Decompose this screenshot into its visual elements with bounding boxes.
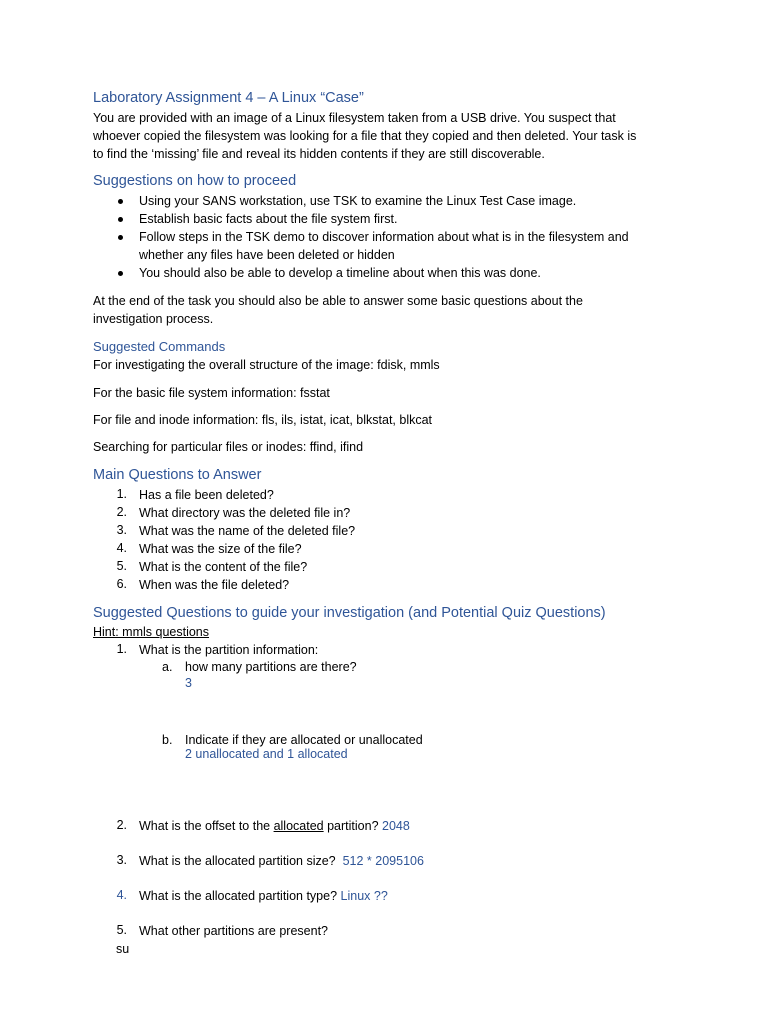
intro-line-3: to find the ‘missing’ file and reveal its hidden contents if they are still discoverable. bbox=[93, 147, 545, 161]
main-question: When was the file deleted? bbox=[139, 578, 290, 592]
answer-text: 512 * 2095106 bbox=[342, 854, 424, 868]
list-letter: b. bbox=[162, 733, 173, 747]
main-questions-heading: Main Questions to Answer bbox=[93, 467, 262, 483]
bullet-icon bbox=[118, 235, 123, 240]
list-letter: a. bbox=[162, 660, 173, 674]
suggestion-item-continued: whether any files have been deleted or hidden bbox=[139, 248, 395, 262]
answer-text: 2048 bbox=[382, 819, 410, 833]
list-number: 5. bbox=[116, 559, 127, 573]
suggestion-item: Follow steps in the TSK demo to discover information about what is in the filesystem and bbox=[139, 230, 629, 244]
command-line: For the basic file system information: fsstat bbox=[93, 386, 330, 400]
main-question: What was the name of the deleted file? bbox=[139, 524, 356, 538]
question-text: What is the offset to the bbox=[139, 819, 274, 833]
answer-text: Linux ?? bbox=[340, 889, 388, 903]
command-line: For file and inode information: fls, ils, istat, icat, blkstat, blkcat bbox=[93, 413, 433, 427]
guide-question: What is the partition information: bbox=[139, 643, 319, 657]
list-number: 4. bbox=[116, 888, 127, 902]
answer-text: 2 unallocated and 1 allocated bbox=[185, 747, 348, 761]
guide-question: What other partitions are present? bbox=[139, 924, 328, 938]
question-text: partition? bbox=[323, 819, 379, 833]
main-question: What directory was the deleted file in? bbox=[139, 506, 351, 520]
main-question: Has a file been deleted? bbox=[139, 488, 274, 502]
underlined-word: allocated bbox=[273, 819, 324, 833]
guide-subquestion: Indicate if they are allocated or unallocated bbox=[185, 733, 423, 747]
answer-text: 3 bbox=[185, 676, 192, 690]
list-number: 3. bbox=[116, 853, 127, 867]
list-number: 1. bbox=[116, 642, 127, 656]
intro-line-1: You are provided with an image of a Linux filesystem taken from a USB drive. You suspect that bbox=[93, 111, 616, 125]
commands-heading: Suggested Commands bbox=[93, 339, 226, 354]
bullet-icon bbox=[118, 199, 123, 204]
suggestions-heading: Suggestions on how to proceed bbox=[93, 173, 297, 189]
suggestion-item: You should also be able to develop a timeline about when this was done. bbox=[139, 266, 541, 280]
question-text: What is the allocated partition size? bbox=[139, 854, 336, 868]
list-number: 3. bbox=[116, 523, 127, 537]
bullet-icon bbox=[118, 217, 123, 222]
guide-subquestion: how many partitions are there? bbox=[185, 660, 357, 674]
command-line: Searching for particular files or inodes: ffind, ifind bbox=[93, 440, 364, 454]
list-number: 5. bbox=[116, 923, 127, 937]
hint-text: Hint: mmls questions bbox=[93, 625, 210, 639]
list-number: 6. bbox=[116, 577, 127, 591]
question-text: What is the allocated partition type? bbox=[139, 889, 338, 903]
suggestion-item: Using your SANS workstation, use TSK to examine the Linux Test Case image. bbox=[139, 194, 577, 208]
guide-question bbox=[139, 817, 410, 835]
list-number: 2. bbox=[116, 818, 127, 832]
suggestion-item: Establish basic facts about the file system first. bbox=[139, 212, 398, 226]
list-number: 2. bbox=[116, 505, 127, 519]
intro-line-2: whoever copied the filesystem was looking for a file that they copied and then deleted. Your task is bbox=[93, 129, 637, 143]
command-line: For investigating the overall structure of the image: fdisk, mmls bbox=[93, 358, 440, 372]
page-title: Laboratory Assignment 4 – A Linux “Case” bbox=[93, 90, 364, 106]
guide-heading: Suggested Questions to guide your investigation (and Potential Quiz Questions) bbox=[93, 605, 606, 621]
list-number: 1. bbox=[116, 487, 127, 501]
main-question: What was the size of the file? bbox=[139, 542, 302, 556]
end-note-line-2: investigation process. bbox=[93, 312, 214, 326]
trailing-text: su bbox=[116, 942, 130, 956]
list-number: 4. bbox=[116, 541, 127, 555]
guide-question bbox=[139, 852, 424, 870]
end-note-line-1: At the end of the task you should also be able to answer some basic questions about the bbox=[93, 294, 583, 308]
bullet-icon bbox=[118, 271, 123, 276]
main-question: What is the content of the file? bbox=[139, 560, 308, 574]
guide-question bbox=[139, 887, 388, 905]
